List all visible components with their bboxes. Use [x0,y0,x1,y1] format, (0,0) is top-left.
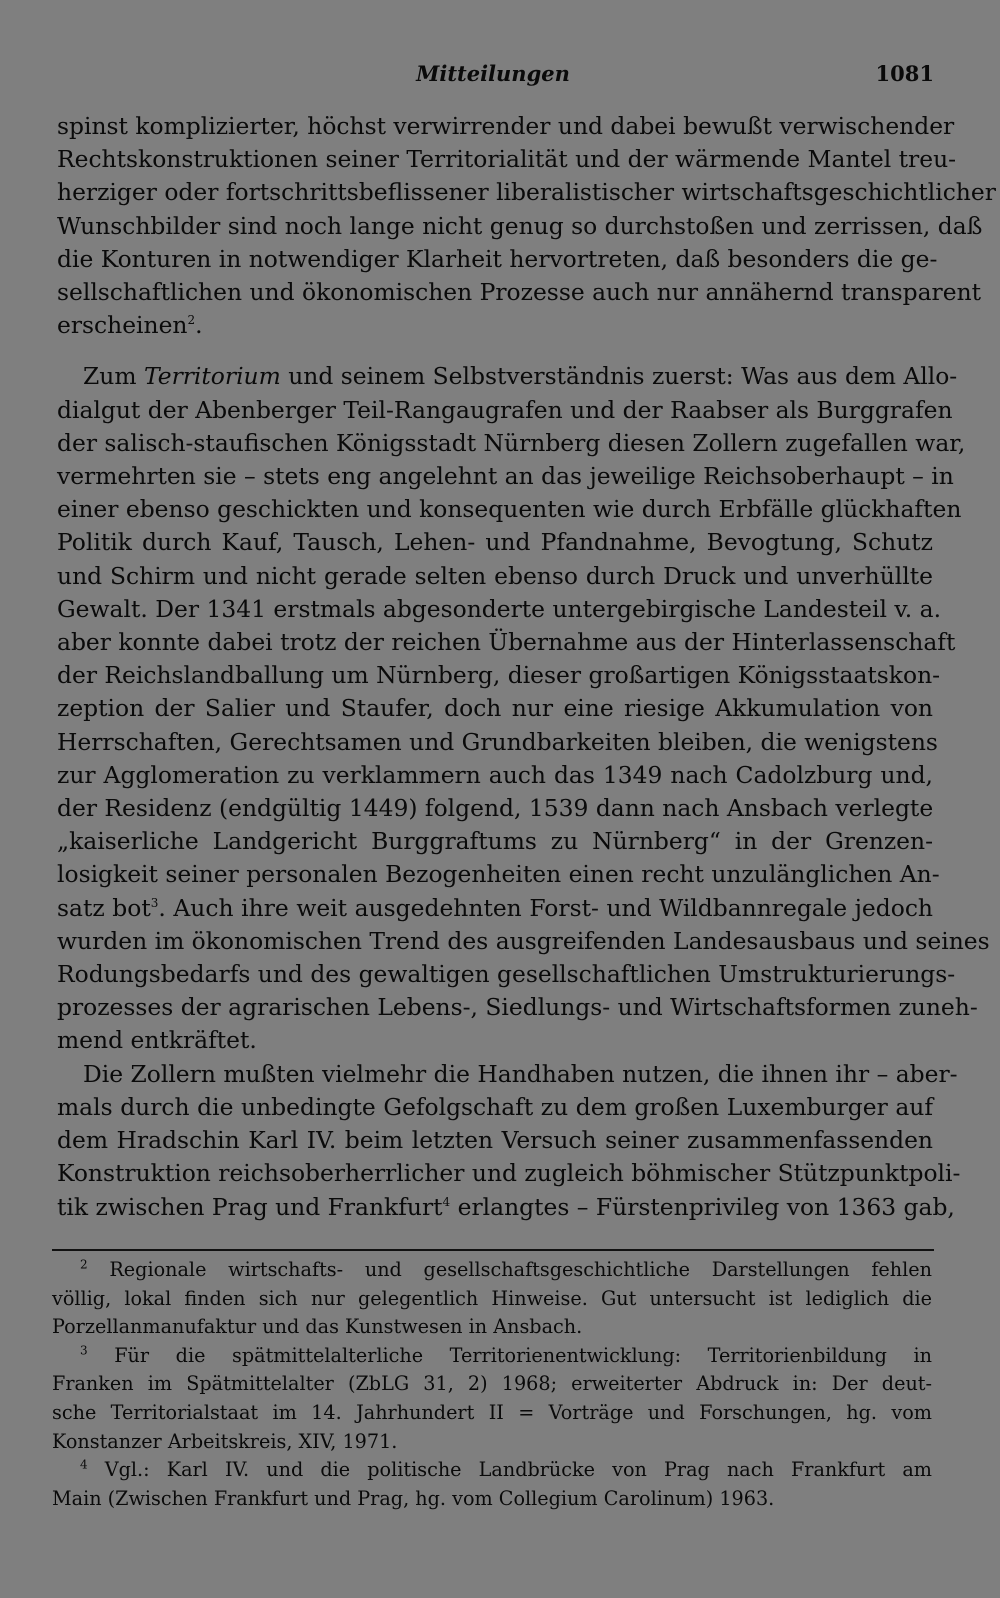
text-line: Gewalt. Der 1341 erstmals abgesonderte untergebirgische Landesteil v. a. [57,594,942,623]
text-line: und Schirm und nicht gerade selten ebenso durch Druck und unverhüllte [57,561,933,590]
text-line: vermehrten sie – stets eng angelehnt an das jeweilige Reichsoberhaupt – in [57,462,954,491]
footnote-line: Konstanzer Arbeitskreis, XIV, 1971. [52,1429,398,1453]
footnote-line [52,1456,932,1485]
text-line: aber konnte dabei trotz der reichen Übernahme aus der Hinterlassenschaft [57,628,956,657]
text-fragment: satz bot [57,893,151,922]
footnote-line: Porzellanmanufaktur und das Kunstwesen in Ansbach. [52,1315,583,1339]
footnote-line: sche Territorialstaat im 14. Jahrhundert II = Vorträge und Forschungen, hg. vom [52,1400,932,1424]
footnote-line [52,1342,932,1371]
text-line: mals durch die unbedingte Gefolgschaft zu dem großen Luxemburger auf [57,1092,933,1121]
text-line: der Residenz (endgültig 1449) folgend, 1539 dann nach Ansbach verlegte [57,794,934,823]
text-line [57,309,933,342]
footnotes [52,1256,932,1513]
footnote-divider [52,1249,934,1251]
text-fragment: Zum [83,362,144,391]
text-fragment: tik zwischen Prag und Frankfurt [57,1192,443,1221]
footnote-ref-4: 4 [442,1194,451,1209]
paragraph-3 [57,1058,961,1224]
footnote-ref-2: 2 [187,313,196,328]
text-line: Wunschbilder sind noch lange nicht genug so durchstoßen und zerrissen, daß [57,211,983,240]
footnote-line: Franken im Spätmittelalter (ZbLG 31, 2) 1968; erweiterter Abdruck in: Der deut- [52,1372,932,1396]
text-line: die Konturen in notwendiger Klarheit hervortreten, daß besonders die ge- [57,244,938,273]
text-line: der salisch-staufischen Königsstadt Nürnberg diesen Zollern zugefallen war, [57,428,966,457]
text-line: der Reichslandballung um Nürnberg, dieser großartigen Königsstaatskon- [57,661,941,690]
text-fragment: . [195,311,203,340]
text-line: prozesses der agrarischen Lebens-, Siedlungs- und Wirtschaftsformen zuneh- [57,993,978,1022]
footnote-line [52,1256,932,1285]
text-line: wurden im ökonomischen Trend des ausgreifenden Landesausbaus und seines [57,926,990,955]
text-line: Politik durch Kauf, Tausch, Lehen- und Pfandnahme, Bevogtung, Schutz [57,528,933,557]
footnote-mark: 4 [80,1457,88,1472]
page-number: 1081 [875,61,934,86]
running-title: Mitteilungen [416,61,570,86]
emphasis-territorium: Territorium [143,362,281,391]
text-line: einer ebenso geschickten und konsequenten wie durch Erbfälle glückhaften [57,495,962,524]
text-line: losigkeit seiner personalen Bezogenheiten einen recht unzulänglichen An- [57,860,940,889]
page-header [50,55,936,95]
text-fragment: Regionale wirtschafts- und gesellschaftsgeschichtliche Darstellungen fehlen [87,1258,932,1281]
paragraph-2 [57,360,990,1057]
footnote-4 [52,1456,932,1513]
text-line: sellschaftlichen und ökonomischen Prozesse auch nur annähernd transparent [57,278,982,307]
footnote-2 [52,1256,932,1342]
text-line: Die Zollern mußten vielmehr die Handhaben nutzen, die ihnen ihr – aber- [83,1059,958,1088]
text-fragment: erlangtes – Fürstenprivileg von 1363 gab, [450,1192,955,1221]
paragraph-1 [57,110,996,342]
text-line: dialgut der Abenberger Teil-Rangaugrafen und der Raabser als Burggrafen [57,395,953,424]
footnote-ref-3: 3 [150,895,159,910]
text-line: mend entkräftet. [57,1026,257,1055]
footnote-3 [52,1342,932,1456]
text-line [57,360,958,393]
text-fragment: . Auch ihre weit ausgedehnten Forst- und Wildbannregale jedoch [158,893,933,922]
text-line: Konstruktion reichsoberherrlicher und zugleich böhmischer Stützpunktpoli- [57,1159,961,1188]
text-line: Rechtskonstruktionen seiner Territorialität und der wärmende Mantel treu- [57,145,957,174]
text-line: zeption der Salier und Staufer, doch nur eine riesige Akkumulation von [57,694,933,723]
footnote-line: völlig, lokal finden sich nur gelegentlich Hinweise. Gut untersucht ist lediglich die [52,1286,932,1310]
text-line: Herrschaften, Gerechtsamen und Grundbarkeiten bleiben, die wenigstens [57,727,938,756]
text-line: spinst komplizierter, höchst verwirrender und dabei bewußt verwischender [57,112,955,140]
footnote-mark: 3 [80,1343,88,1358]
text-fragment: und seinem Selbstverständnis zuerst: Was aus dem Allo- [280,362,958,391]
text-line: herziger oder fortschrittsbeflissener liberalistischer wirtschaftsgeschichtlicher [57,178,996,207]
text-fragment: Für die spätmittelalterliche Territorienentwicklung: Territorienbildung in [87,1343,932,1367]
footnote-mark: 2 [80,1257,88,1272]
text-fragment: Vgl.: Karl IV. und die politische Landbrücke von Prag nach Frankfurt am [87,1458,932,1482]
text-line [57,1191,955,1224]
body-text [57,110,996,1224]
text-line [57,892,933,925]
footnote-line: Main (Zwischen Frankfurt und Prag, hg. vom Collegium Carolinum) 1963. [52,1486,775,1510]
text-line: dem Hradschin Karl IV. beim letzten Versuch seiner zusammenfassenden [57,1126,933,1155]
text-line: zur Agglomeration zu verklammern auch das 1349 nach Cadolzburg und, [57,760,933,789]
text-fragment: erscheinen [57,311,188,340]
text-line: „kaiserliche Landgericht Burggraftums zu Nürnberg“ in der Grenzen- [57,827,933,856]
text-line: Rodungsbedarfs und des gewaltigen gesellschaftlichen Umstrukturierungs- [57,960,956,989]
